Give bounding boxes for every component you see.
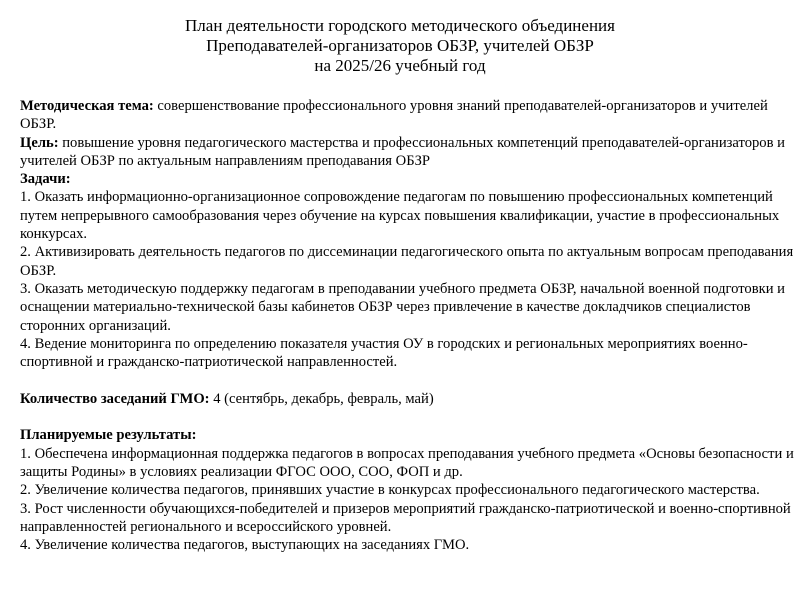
result-item-4: 4. Увеличение количества педагогов, выступающих на заседаниях ГМО. bbox=[20, 537, 470, 554]
methodical-theme bbox=[20, 97, 798, 134]
meetings-count-label: Количество заседаний ГМО: bbox=[20, 390, 210, 407]
title-line-3: на 2025/26 учебный год bbox=[314, 56, 486, 75]
methodical-theme-text: совершенствование профессионального уровня знаний преподавателей-организаторов и учителей ОБЗР. bbox=[20, 98, 768, 133]
document-body bbox=[20, 97, 798, 554]
result-item-2: 2. Увеличение количества педагогов, принявших участие в конкурсах профессионального педагогического мастерства. bbox=[20, 482, 760, 499]
document-title bbox=[0, 16, 800, 76]
goal-label: Цель: bbox=[20, 134, 59, 151]
results-heading: Планируемые результаты: bbox=[20, 427, 197, 444]
task-item-4: 4. Ведение мониторинга по определению показателя участия ОУ в городских и региональных мероприятиях военно-спортивной и гражданско-патриотической направленностей. bbox=[20, 335, 748, 371]
result-item-3: 3. Рост численности обучающихся-победителей и призеров мероприятий гражданско-патриотической и военно-спортивной направленностей регионального и всероссийского уровней. bbox=[20, 500, 791, 535]
title-line-1: План деятельности городского методического объединения bbox=[185, 16, 615, 35]
tasks-heading: Задачи: bbox=[20, 171, 71, 188]
meetings-count bbox=[20, 390, 798, 408]
spacer bbox=[20, 408, 798, 426]
goal bbox=[20, 134, 798, 171]
task-item-2: 2. Активизировать деятельность педагогов по диссеминации педагогического опыта по актуальным вопросам преподавания ОБЗР. bbox=[20, 244, 794, 279]
result-item-1: 1. Обеспечена информационная поддержка педагогов в вопросах преподавания учебного предмета «Основы безопасности и защиты Родины» в условиях реализации ФГОС ООО, СОО, ФОП и др. bbox=[20, 445, 794, 480]
task-item-3: 3. Оказать методическую поддержку педагогам в преподавании учебного предмета ОБЗР, начальной военной подготовки и оснащении материально-технической базы кабинетов ОБЗР через привлечение в качестве докладчиков специалистов сторонних организаций. bbox=[20, 280, 785, 334]
title-line-2: Преподавателей-организаторов ОБЗР, учителей ОБЗР bbox=[206, 36, 594, 55]
meetings-count-text: 4 (сентябрь, декабрь, февраль, май) bbox=[209, 390, 434, 407]
task-item-1: 1. Оказать информационно-организационное сопровождение педагогам по повышению профессиональных компетенций путем непрерывного самообразования через обучение на курсах повышения квалификации, участие в профессиональных конкурсах. bbox=[20, 189, 780, 243]
methodical-theme-label: Методическая тема: bbox=[20, 98, 154, 114]
goal-text: повышение уровня педагогического мастерства и профессиональных компетенций преподавателей-организаторов и учителей ОБЗР по актуальным направлениям преподавания ОБЗР bbox=[20, 134, 785, 169]
spacer bbox=[20, 371, 798, 389]
